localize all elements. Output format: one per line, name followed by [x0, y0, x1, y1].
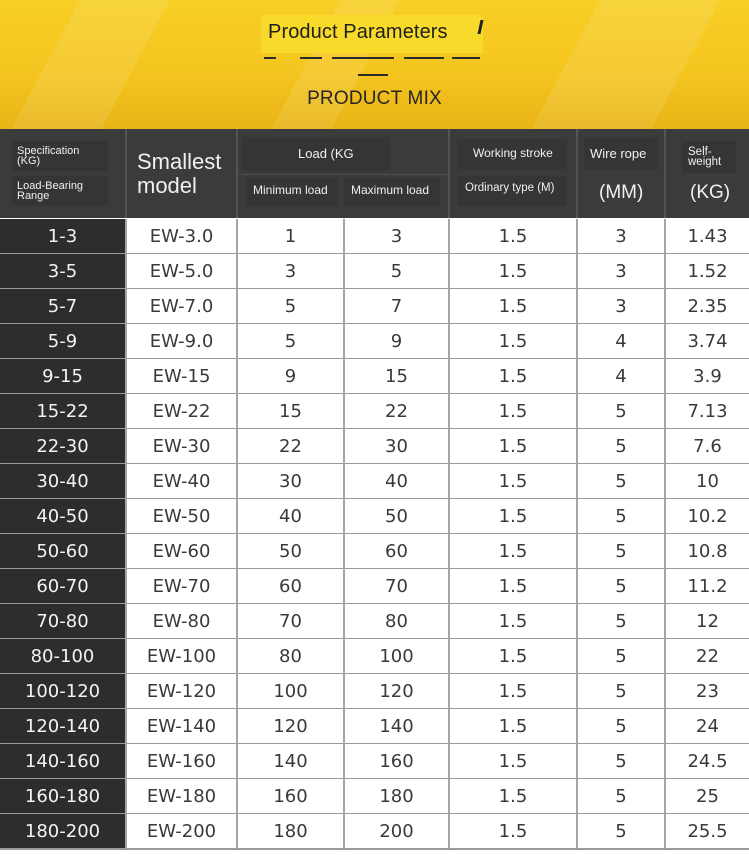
table-row — [0, 499, 749, 534]
cell-load-bearing-range: 180-200 — [0, 814, 125, 849]
cell-maximum-load: 7 — [345, 289, 448, 324]
header-self-weight-unit: (KG) — [690, 182, 731, 203]
row-divider — [0, 848, 749, 850]
cell-self-weight: 12 — [666, 604, 749, 639]
cell-working-stroke: 1.5 — [450, 604, 576, 639]
cell-maximum-load: 160 — [345, 744, 448, 779]
cell-self-weight: 24.5 — [666, 744, 749, 779]
column-divider — [125, 219, 127, 849]
cell-load-bearing-range: 15-22 — [0, 394, 125, 429]
cell-minimum-load: 100 — [238, 674, 343, 709]
cell-model: EW-50 — [127, 499, 236, 534]
table-header — [0, 129, 749, 218]
cell-model: EW-180 — [127, 779, 236, 814]
cell-maximum-load: 180 — [345, 779, 448, 814]
cell-model: EW-100 — [127, 639, 236, 674]
cell-model: EW-5.0 — [127, 254, 236, 289]
cell-minimum-load: 140 — [238, 744, 343, 779]
table-row — [0, 604, 749, 639]
cell-maximum-load: 100 — [345, 639, 448, 674]
table-row — [0, 674, 749, 709]
table-row — [0, 744, 749, 779]
cell-load-bearing-range: 100-120 — [0, 674, 125, 709]
cell-model: EW-15 — [127, 359, 236, 394]
table-row — [0, 569, 749, 604]
cell-wire-rope: 5 — [578, 779, 664, 814]
cell-wire-rope: 5 — [578, 534, 664, 569]
cell-load-bearing-range: 120-140 — [0, 709, 125, 744]
cell-minimum-load: 5 — [238, 324, 343, 359]
cell-minimum-load: 9 — [238, 359, 343, 394]
cell-minimum-load: 160 — [238, 779, 343, 814]
cell-wire-rope: 5 — [578, 464, 664, 499]
column-divider — [664, 219, 666, 849]
cell-model: EW-30 — [127, 429, 236, 464]
header-rule — [238, 174, 448, 175]
cell-model: EW-3.0 — [127, 219, 236, 254]
cell-working-stroke: 1.5 — [450, 534, 576, 569]
table-row — [0, 534, 749, 569]
cell-maximum-load: 3 — [345, 219, 448, 254]
cell-working-stroke: 1.5 — [450, 744, 576, 779]
column-divider — [576, 219, 578, 849]
cell-wire-rope: 5 — [578, 429, 664, 464]
table-row — [0, 709, 749, 744]
cell-working-stroke: 1.5 — [450, 814, 576, 849]
table-row — [0, 779, 749, 814]
cell-minimum-load: 50 — [238, 534, 343, 569]
cell-maximum-load: 15 — [345, 359, 448, 394]
cell-model: EW-40 — [127, 464, 236, 499]
cell-model: EW-60 — [127, 534, 236, 569]
cell-self-weight: 10 — [666, 464, 749, 499]
header-divider — [664, 129, 666, 218]
cell-self-weight: 25 — [666, 779, 749, 814]
cell-load-bearing-range: 140-160 — [0, 744, 125, 779]
cell-working-stroke: 1.5 — [450, 324, 576, 359]
cell-maximum-load: 60 — [345, 534, 448, 569]
cell-working-stroke: 1.5 — [450, 569, 576, 604]
cell-minimum-load: 40 — [238, 499, 343, 534]
header-wire-rope-unit: (MM) — [599, 182, 644, 203]
cell-minimum-load: 180 — [238, 814, 343, 849]
table-row — [0, 254, 749, 289]
cell-wire-rope: 5 — [578, 814, 664, 849]
cell-model: EW-120 — [127, 674, 236, 709]
cell-minimum-load: 80 — [238, 639, 343, 674]
cell-load-bearing-range: 50-60 — [0, 534, 125, 569]
header-self-weight: Self-weight — [688, 146, 722, 168]
banner-rule — [332, 57, 394, 59]
cell-minimum-load: 5 — [238, 289, 343, 324]
cell-minimum-load: 22 — [238, 429, 343, 464]
cell-wire-rope: 5 — [578, 674, 664, 709]
cell-maximum-load: 40 — [345, 464, 448, 499]
header-load-bearing-range: Load-Bearing Range — [17, 180, 84, 202]
table-row — [0, 324, 749, 359]
cell-minimum-load: 60 — [238, 569, 343, 604]
table-row — [0, 464, 749, 499]
cell-wire-rope: 3 — [578, 219, 664, 254]
column-divider — [448, 219, 450, 849]
cell-wire-rope: 5 — [578, 604, 664, 639]
cell-working-stroke: 1.5 — [450, 499, 576, 534]
cell-maximum-load: 70 — [345, 569, 448, 604]
column-divider — [236, 219, 238, 849]
header-load: Load (KG — [298, 146, 354, 161]
cell-wire-rope: 4 — [578, 324, 664, 359]
header-ordinary-type: Ordinary type (M) — [465, 182, 555, 194]
cell-maximum-load: 9 — [345, 324, 448, 359]
cell-working-stroke: 1.5 — [450, 429, 576, 464]
cell-wire-rope: 3 — [578, 254, 664, 289]
cell-maximum-load: 200 — [345, 814, 448, 849]
header-minimum-load: Minimum load — [253, 183, 328, 197]
cell-load-bearing-range: 80-100 — [0, 639, 125, 674]
cell-self-weight: 23 — [666, 674, 749, 709]
cell-working-stroke: 1.5 — [450, 394, 576, 429]
cell-maximum-load: 22 — [345, 394, 448, 429]
banner-rule — [404, 57, 444, 59]
header-working-stroke: Working stroke — [473, 146, 553, 160]
cell-working-stroke: 1.5 — [450, 254, 576, 289]
cell-load-bearing-range: 70-80 — [0, 604, 125, 639]
cell-model: EW-70 — [127, 569, 236, 604]
cell-minimum-load: 1 — [238, 219, 343, 254]
cell-working-stroke: 1.5 — [450, 289, 576, 324]
cell-minimum-load: 30 — [238, 464, 343, 499]
cell-maximum-load: 140 — [345, 709, 448, 744]
banner-rule — [264, 57, 276, 59]
cell-load-bearing-range: 5-7 — [0, 289, 125, 324]
cell-wire-rope: 3 — [578, 289, 664, 324]
cell-working-stroke: 1.5 — [450, 639, 576, 674]
table-row — [0, 814, 749, 849]
cell-load-bearing-range: 22-30 — [0, 429, 125, 464]
cell-self-weight: 10.8 — [666, 534, 749, 569]
table-row — [0, 289, 749, 324]
cell-working-stroke: 1.5 — [450, 674, 576, 709]
cell-self-weight: 24 — [666, 709, 749, 744]
cell-self-weight: 3.9 — [666, 359, 749, 394]
cell-wire-rope: 5 — [578, 639, 664, 674]
cell-model: EW-80 — [127, 604, 236, 639]
cell-working-stroke: 1.5 — [450, 219, 576, 254]
table-row — [0, 394, 749, 429]
cell-maximum-load: 50 — [345, 499, 448, 534]
cell-load-bearing-range: 30-40 — [0, 464, 125, 499]
header-maximum-load: Maximum load — [351, 183, 430, 197]
cell-load-bearing-range: 9-15 — [0, 359, 125, 394]
cell-load-bearing-range: 1-3 — [0, 219, 125, 254]
cell-self-weight: 22 — [666, 639, 749, 674]
cell-wire-rope: 5 — [578, 499, 664, 534]
cell-self-weight: 7.6 — [666, 429, 749, 464]
cell-minimum-load: 3 — [238, 254, 343, 289]
cell-maximum-load: 5 — [345, 254, 448, 289]
header-specification: Specification (KG) — [17, 145, 80, 167]
cell-working-stroke: 1.5 — [450, 779, 576, 814]
cell-self-weight: 11.2 — [666, 569, 749, 604]
table-row — [0, 639, 749, 674]
cell-maximum-load: 120 — [345, 674, 448, 709]
cell-maximum-load: 30 — [345, 429, 448, 464]
cell-minimum-load: 70 — [238, 604, 343, 639]
column-divider — [343, 219, 345, 849]
cell-load-bearing-range: 40-50 — [0, 499, 125, 534]
cell-wire-rope: 4 — [578, 359, 664, 394]
header-divider — [125, 129, 127, 218]
cell-wire-rope: 5 — [578, 569, 664, 604]
header-smallest-model: Smallest model — [137, 149, 222, 198]
cell-wire-rope: 5 — [578, 744, 664, 779]
banner-subtitle: PRODUCT MIX — [307, 88, 442, 109]
cell-wire-rope: 5 — [578, 709, 664, 744]
parameters-table — [0, 129, 749, 857]
cell-model: EW-7.0 — [127, 289, 236, 324]
cell-load-bearing-range: 160-180 — [0, 779, 125, 814]
cell-minimum-load: 120 — [238, 709, 343, 744]
cell-minimum-load: 15 — [238, 394, 343, 429]
cell-model: EW-160 — [127, 744, 236, 779]
cell-self-weight: 2.35 — [666, 289, 749, 324]
cell-self-weight: 25.5 — [666, 814, 749, 849]
cell-load-bearing-range: 3-5 — [0, 254, 125, 289]
cell-model: EW-9.0 — [127, 324, 236, 359]
cell-model: EW-22 — [127, 394, 236, 429]
banner-underline — [358, 74, 388, 76]
cell-working-stroke: 1.5 — [450, 359, 576, 394]
cell-load-bearing-range: 5-9 — [0, 324, 125, 359]
banner — [0, 0, 749, 129]
table-row — [0, 429, 749, 464]
banner-rule — [300, 57, 322, 59]
header-divider — [448, 129, 450, 218]
cell-self-weight: 3.74 — [666, 324, 749, 359]
cell-working-stroke: 1.5 — [450, 709, 576, 744]
header-wire-rope: Wire rope — [590, 146, 647, 161]
table-row — [0, 359, 749, 394]
cell-self-weight: 7.13 — [666, 394, 749, 429]
cell-model: EW-200 — [127, 814, 236, 849]
cell-model: EW-140 — [127, 709, 236, 744]
cell-self-weight: 10.2 — [666, 499, 749, 534]
cell-wire-rope: 5 — [578, 394, 664, 429]
cell-load-bearing-range: 60-70 — [0, 569, 125, 604]
table-row — [0, 219, 749, 254]
cell-self-weight: 1.52 — [666, 254, 749, 289]
header-divider — [576, 129, 578, 218]
banner-rule — [452, 57, 480, 59]
cell-maximum-load: 80 — [345, 604, 448, 639]
cell-self-weight: 1.43 — [666, 219, 749, 254]
banner-title: Product Parameters — [268, 21, 448, 43]
cell-working-stroke: 1.5 — [450, 464, 576, 499]
